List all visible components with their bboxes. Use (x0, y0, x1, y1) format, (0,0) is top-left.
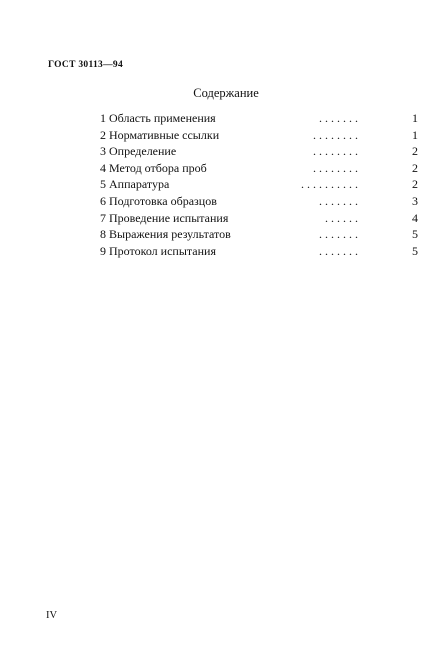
toc-entry-label: 1 Область применения (100, 111, 216, 125)
toc-entry-page: 3 (412, 193, 418, 208)
toc-entry-label: 5 Аппаратура (100, 177, 170, 192)
toc-entry-label: 7 Проведение испытания (100, 210, 229, 225)
toc-entry-page: 1 (412, 111, 418, 125)
toc-entry-label: 9 Протокол испытания (100, 243, 216, 258)
toc-entry-leader: . . . . . . . (319, 111, 358, 125)
toc-entry-1 (100, 110, 418, 127)
toc-entry-2 (100, 127, 418, 144)
toc-entry-page: 2 (412, 160, 418, 175)
toc-entry-page: 2 (412, 177, 418, 192)
toc-entry-5 (100, 176, 418, 193)
toc-title: Содержание (193, 86, 259, 100)
toc-entry-3 (100, 143, 418, 160)
toc-entry-page: 1 (412, 127, 418, 142)
toc-entry-4 (100, 160, 418, 177)
toc-entry-label: 2 Нормативные ссылки (100, 127, 220, 142)
toc-entry-6 (100, 193, 418, 210)
table-of-contents (100, 110, 418, 259)
toc-entry-page: 5 (412, 227, 418, 242)
toc-entry-leader: . . . . . . . . (313, 127, 358, 142)
toc-entry-page: 5 (412, 243, 418, 258)
toc-entry-page: 4 (412, 210, 418, 225)
toc-entry-label: 4 Метод отбора проб (100, 160, 207, 175)
toc-entry-leader: . . . . . . . (319, 193, 358, 208)
toc-entry-9 (100, 243, 418, 260)
document-header: ГОСТ 30113—94 (48, 60, 124, 70)
toc-entry-8 (100, 226, 418, 243)
toc-entry-label: 3 Определение (100, 144, 177, 159)
toc-entry-leader: . . . . . . . . . . (301, 177, 358, 192)
page-number: IV (46, 610, 58, 621)
toc-entry-leader: . . . . . . . . (313, 144, 358, 159)
toc-entry-leader: . . . . . . . (319, 243, 358, 258)
toc-entry-label: 8 Выражения результатов (100, 227, 231, 242)
toc-entry-leader: . . . . . . (325, 210, 358, 225)
toc-entry-label: 6 Подготовка образцов (100, 193, 217, 208)
toc-entry-7 (100, 210, 418, 227)
toc-entry-leader: . . . . . . . (319, 227, 358, 242)
toc-entry-leader: . . . . . . . . (313, 160, 358, 175)
toc-entry-page: 2 (412, 144, 418, 159)
